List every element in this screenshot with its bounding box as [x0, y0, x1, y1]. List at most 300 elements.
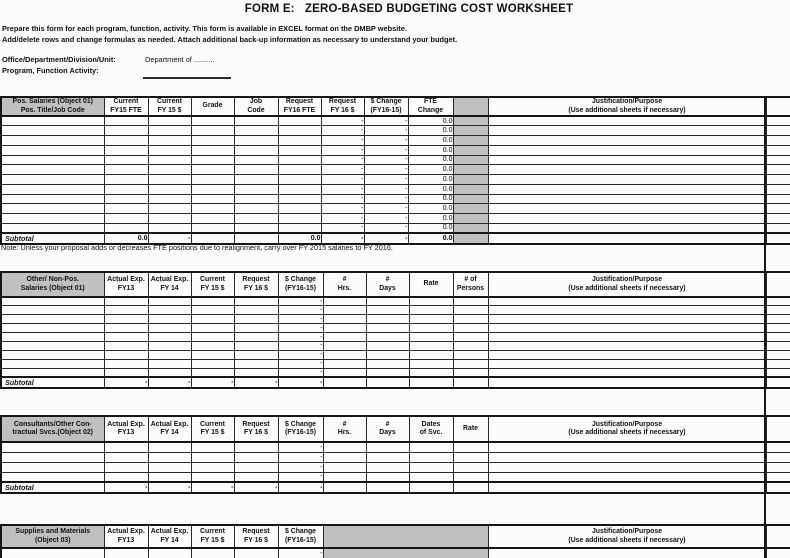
column-header: [234, 525, 278, 548]
header-text-line: FY 14: [160, 284, 179, 292]
cell: [766, 341, 790, 350]
table-row: [1, 359, 790, 368]
cell: [191, 136, 234, 146]
cell: -: [321, 145, 364, 155]
cell: [234, 145, 278, 155]
cell: [366, 368, 409, 377]
column-header: [323, 525, 488, 548]
cell: [366, 359, 409, 368]
cell: [191, 116, 234, 126]
cell: [148, 333, 191, 342]
subtotal-cell: [488, 377, 766, 388]
header-text-line: (FY16-15): [284, 536, 317, 544]
header-text-line: Request: [285, 98, 314, 105]
cell: [766, 155, 790, 165]
cell: [148, 126, 191, 136]
cell: -: [364, 145, 408, 155]
column-header: [278, 97, 321, 116]
cell: [191, 204, 234, 214]
cell: [453, 184, 488, 194]
subtotal-cell: -: [234, 482, 278, 493]
cell: [234, 462, 278, 472]
cell: [488, 359, 766, 368]
other-salaries-grid: [0, 271, 790, 389]
cell: [409, 324, 453, 333]
header-text-line: # of: [464, 276, 477, 283]
cell: [766, 452, 790, 462]
cell: [453, 136, 488, 146]
table-row: [1, 155, 790, 165]
cell: [1, 306, 104, 315]
subtotal-cell: -: [364, 233, 408, 244]
cell: [453, 194, 488, 204]
cell: [766, 126, 790, 136]
cell: [234, 297, 278, 306]
subtotal-cell: [766, 482, 790, 493]
column-header: [191, 97, 234, 116]
cell: 0.0: [408, 184, 453, 194]
cell: [453, 155, 488, 165]
cell: [191, 145, 234, 155]
cell: [1, 126, 104, 136]
header-row: [1, 272, 790, 297]
subtotal-cell: [323, 482, 366, 493]
column-header: [488, 525, 766, 548]
header-text-line: Change: [417, 106, 444, 114]
header-text-line: Persons: [456, 284, 485, 292]
cell: -: [364, 155, 408, 165]
subtotal-cell: [766, 233, 790, 244]
cell: [278, 165, 321, 175]
cell: [1, 194, 104, 204]
cell: -: [278, 341, 323, 350]
cell: [278, 126, 321, 136]
header-text-line: FY 15 $: [200, 536, 225, 544]
cell: [1, 350, 104, 359]
cell: [453, 368, 488, 377]
cell: -: [364, 223, 408, 233]
cell: [234, 368, 278, 377]
cell: [191, 155, 234, 165]
cell: [234, 194, 278, 204]
cell: [409, 306, 453, 315]
cell: [234, 324, 278, 333]
cell: [234, 548, 278, 558]
cell: [278, 223, 321, 233]
cell: [323, 315, 366, 324]
subtotal-cell: -: [148, 482, 191, 493]
cell: 0.0: [408, 116, 453, 126]
column-header: [766, 525, 790, 548]
cell: [453, 324, 488, 333]
cell: [453, 116, 488, 126]
cell: [323, 452, 366, 462]
table-row: [1, 462, 790, 472]
cell: -: [364, 184, 408, 194]
cell: [148, 462, 191, 472]
cell: [104, 136, 148, 146]
cell: [148, 350, 191, 359]
cell: [104, 462, 148, 472]
cell: [148, 214, 191, 224]
subtotal-cell: [453, 233, 488, 244]
column-header: [104, 97, 148, 116]
consultants-grid: [0, 415, 790, 494]
subtotal-cell: -: [148, 377, 191, 388]
cell: [453, 214, 488, 224]
cell: [453, 165, 488, 175]
cell: [234, 306, 278, 315]
cell: -: [321, 175, 364, 185]
cell: [453, 341, 488, 350]
table-row: [1, 126, 790, 136]
header-text-line: Dates: [421, 420, 441, 428]
cell: [766, 116, 790, 126]
header-text-line: (FY16-15): [370, 106, 402, 114]
cell: [766, 145, 790, 155]
cell: [148, 204, 191, 214]
cell: [1, 452, 104, 462]
cell: [488, 548, 766, 558]
cell: -: [364, 165, 408, 175]
cell: [104, 194, 148, 204]
cell: [148, 359, 191, 368]
cell: -: [278, 333, 323, 342]
cell: -: [364, 204, 408, 214]
header-text-line: Current: [200, 420, 225, 428]
header-text-line: Current: [113, 98, 139, 105]
table-row: [1, 165, 790, 175]
cell: [191, 214, 234, 224]
cell: -: [321, 165, 364, 175]
cell: [234, 452, 278, 462]
cell: [234, 472, 278, 482]
cell: [488, 452, 766, 462]
header-text-line: FY 16 $: [243, 536, 268, 544]
header-text-line: Pos. Salaries (Object 01): [12, 98, 93, 105]
column-header: [104, 525, 148, 548]
header-text-line: (Use additional sheets if necessary): [568, 429, 686, 436]
header-text-line: Supplies and Materials: [15, 528, 91, 535]
header-text-line: Justification/Purpose: [591, 420, 663, 428]
header-text-line: FTE: [423, 98, 437, 105]
cell: [191, 333, 234, 342]
table-row: [1, 297, 790, 306]
cell: [409, 297, 453, 306]
cell: [409, 442, 453, 452]
cell: -: [364, 116, 408, 126]
header-text-line: $ Change: [370, 98, 402, 105]
cell: [766, 204, 790, 214]
cell: [104, 350, 148, 359]
column-header: [234, 97, 278, 116]
cell: [191, 165, 234, 175]
cell: -: [364, 214, 408, 224]
cell: [104, 452, 148, 462]
cell: [488, 184, 766, 194]
cell: -: [278, 297, 323, 306]
cell: [104, 442, 148, 452]
pos-salaries-grid: [0, 96, 790, 245]
cell: [766, 136, 790, 146]
cell: [766, 350, 790, 359]
table-row: [1, 306, 790, 315]
cell: [1, 341, 104, 350]
table-row: [1, 324, 790, 333]
column-header: [191, 416, 234, 442]
cell: [453, 350, 488, 359]
cell: [191, 223, 234, 233]
header-text-line: Other/ Non-Pos.: [26, 276, 79, 283]
subtotal-cell: [453, 377, 488, 388]
subtotal-cell: 0.0: [278, 233, 321, 244]
table-row: [1, 204, 790, 214]
cell: [191, 452, 234, 462]
cell: [488, 306, 766, 315]
cell: [366, 297, 409, 306]
cell: [366, 350, 409, 359]
cell: [148, 324, 191, 333]
cell: -: [364, 136, 408, 146]
cell: [234, 155, 278, 165]
cell: [323, 442, 366, 452]
cell: [488, 223, 766, 233]
cell: [234, 359, 278, 368]
column-header: [321, 97, 364, 116]
header-text-line: Days: [379, 284, 396, 292]
cell: [104, 204, 148, 214]
header-text-line: Current: [157, 98, 182, 105]
table-row: [1, 223, 790, 233]
cell: [148, 194, 191, 204]
cell: [104, 165, 148, 175]
cell: [453, 306, 488, 315]
column-header: [191, 272, 234, 297]
cell: [104, 126, 148, 136]
column-header: [234, 272, 278, 297]
cell: 0.0: [408, 126, 453, 136]
table-row: [1, 333, 790, 342]
cell: [323, 297, 366, 306]
column-header: [366, 272, 409, 297]
header-text-line: FY 14: [160, 536, 179, 544]
cell: [1, 472, 104, 482]
cell: 0.0: [408, 223, 453, 233]
subtotal-row: [1, 482, 790, 493]
cell: [488, 442, 766, 452]
cell: [488, 204, 766, 214]
cell: [148, 452, 191, 462]
cell: [148, 165, 191, 175]
cell: [191, 462, 234, 472]
subtotal-cell: Subtotal: [1, 233, 104, 244]
header-text-line: $ Change: [284, 276, 316, 283]
cell: -: [278, 324, 323, 333]
cell: [766, 359, 790, 368]
cell: [234, 223, 278, 233]
cell: [409, 368, 453, 377]
cell: -: [278, 548, 323, 558]
cell: 0.0: [408, 145, 453, 155]
cell: -: [278, 452, 323, 462]
header-text-line: FY 16 $: [243, 284, 268, 292]
cell: [278, 184, 321, 194]
cell: [234, 165, 278, 175]
cell: [453, 126, 488, 136]
cell: [488, 333, 766, 342]
cell: [278, 145, 321, 155]
header-text-line: FY13: [117, 429, 135, 436]
cell: [191, 548, 234, 558]
column-header: [323, 416, 366, 442]
subtotal-cell: [409, 377, 453, 388]
program-function-label: Program, Function Activity:: [2, 66, 99, 75]
cell: [453, 472, 488, 482]
cell: [191, 126, 234, 136]
cell: [1, 548, 104, 558]
cell: [366, 324, 409, 333]
header-text-line: #: [342, 420, 347, 428]
cell: [1, 368, 104, 377]
cell: [453, 442, 488, 452]
cell: [234, 116, 278, 126]
office-department-value: Department of ..........: [145, 55, 215, 64]
cell: [104, 223, 148, 233]
header-text-line: Actual Exp.: [150, 528, 189, 535]
cell: [488, 194, 766, 204]
cell: [453, 359, 488, 368]
cell: [104, 306, 148, 315]
subtotal-cell: [409, 482, 453, 493]
subtotal-cell: [766, 377, 790, 388]
header-text-line: $ Change: [284, 420, 316, 428]
header-text-line: Rate: [463, 424, 478, 432]
column-header: [408, 97, 453, 116]
column-header: [234, 416, 278, 442]
cell: [148, 184, 191, 194]
cell: 0.0: [408, 214, 453, 224]
header-text-line: Code: [247, 106, 265, 114]
program-field-underline: [143, 77, 231, 79]
header-text-line: Hrs.: [337, 429, 352, 436]
cell: [453, 145, 488, 155]
cell: -: [364, 175, 408, 185]
column-header: [1, 272, 104, 297]
subtotal-cell: Subtotal: [1, 377, 104, 388]
cell: [1, 165, 104, 175]
table-row: [1, 145, 790, 155]
header-row: [1, 97, 790, 116]
column-header: [1, 525, 104, 548]
cell: [453, 175, 488, 185]
header-text-line: Rate: [423, 280, 439, 288]
header-text-line: Days: [379, 429, 396, 436]
cell: [234, 315, 278, 324]
cell: [148, 442, 191, 452]
header-text-line: (FY16-15): [284, 429, 317, 436]
cell: -: [321, 223, 364, 233]
cell: [766, 462, 790, 472]
cell: [366, 341, 409, 350]
header-text-line: FY 14: [160, 429, 179, 436]
header-text-line: Consultants/Other Con-: [13, 420, 92, 428]
column-header: [453, 272, 488, 297]
table-row: [1, 116, 790, 126]
subtotal-cell: [366, 482, 409, 493]
header-text-line: FY16 FTE: [283, 106, 316, 114]
subtotal-cell: -: [234, 377, 278, 388]
cell: [409, 315, 453, 324]
office-department-label: Office/Department/Division/Unit:: [2, 55, 116, 64]
subtotal-cell: Subtotal: [1, 482, 104, 493]
header-text-line: Request: [242, 276, 270, 283]
cell: [766, 472, 790, 482]
table-row: [1, 341, 790, 350]
cell: [234, 136, 278, 146]
header-text-line: Current: [200, 276, 225, 283]
cell: [234, 442, 278, 452]
column-header: [766, 97, 790, 116]
column-header: [766, 272, 790, 297]
cell: [148, 116, 191, 126]
table-row: [1, 194, 790, 204]
table-row: [1, 184, 790, 194]
cell: [766, 223, 790, 233]
cell: [323, 324, 366, 333]
cell: [278, 116, 321, 126]
cell: [488, 155, 766, 165]
cell: [278, 194, 321, 204]
header-text-line: FY 16 $: [243, 429, 268, 436]
cell: [148, 472, 191, 482]
cell: [766, 184, 790, 194]
cell: [323, 462, 366, 472]
cell: [766, 306, 790, 315]
cell: [148, 155, 191, 165]
header-text-line: Hrs.: [337, 284, 352, 292]
cell: [488, 368, 766, 377]
supplies-grid: [0, 524, 790, 558]
cell: [104, 297, 148, 306]
table-row: [1, 442, 790, 452]
cell: [234, 350, 278, 359]
cell: [104, 359, 148, 368]
cell: [104, 368, 148, 377]
column-header: [488, 416, 766, 442]
cell: [409, 472, 453, 482]
cell: [104, 333, 148, 342]
cell: [1, 214, 104, 224]
cell: [766, 548, 790, 558]
cell: -: [321, 126, 364, 136]
cell: [104, 472, 148, 482]
cell: -: [278, 350, 323, 359]
cell: [278, 175, 321, 185]
header-text-line: $ Change: [284, 528, 316, 535]
cell: [191, 368, 234, 377]
header-text-line: (Use additional sheets if necessary): [568, 536, 686, 544]
fte-note: Note: Unless your proposal adds or decreases FTE positions due to realignment, carry over FY 2015 salaries to FY 2016.: [1, 243, 393, 252]
cell: [323, 333, 366, 342]
cell: [191, 175, 234, 185]
cell: [278, 155, 321, 165]
cell: [366, 452, 409, 462]
cell: [766, 315, 790, 324]
subtotal-row: [1, 377, 790, 388]
header-text-line: Salaries (Object 01): [20, 284, 85, 292]
table-row: [1, 214, 790, 224]
cell: [323, 548, 488, 558]
